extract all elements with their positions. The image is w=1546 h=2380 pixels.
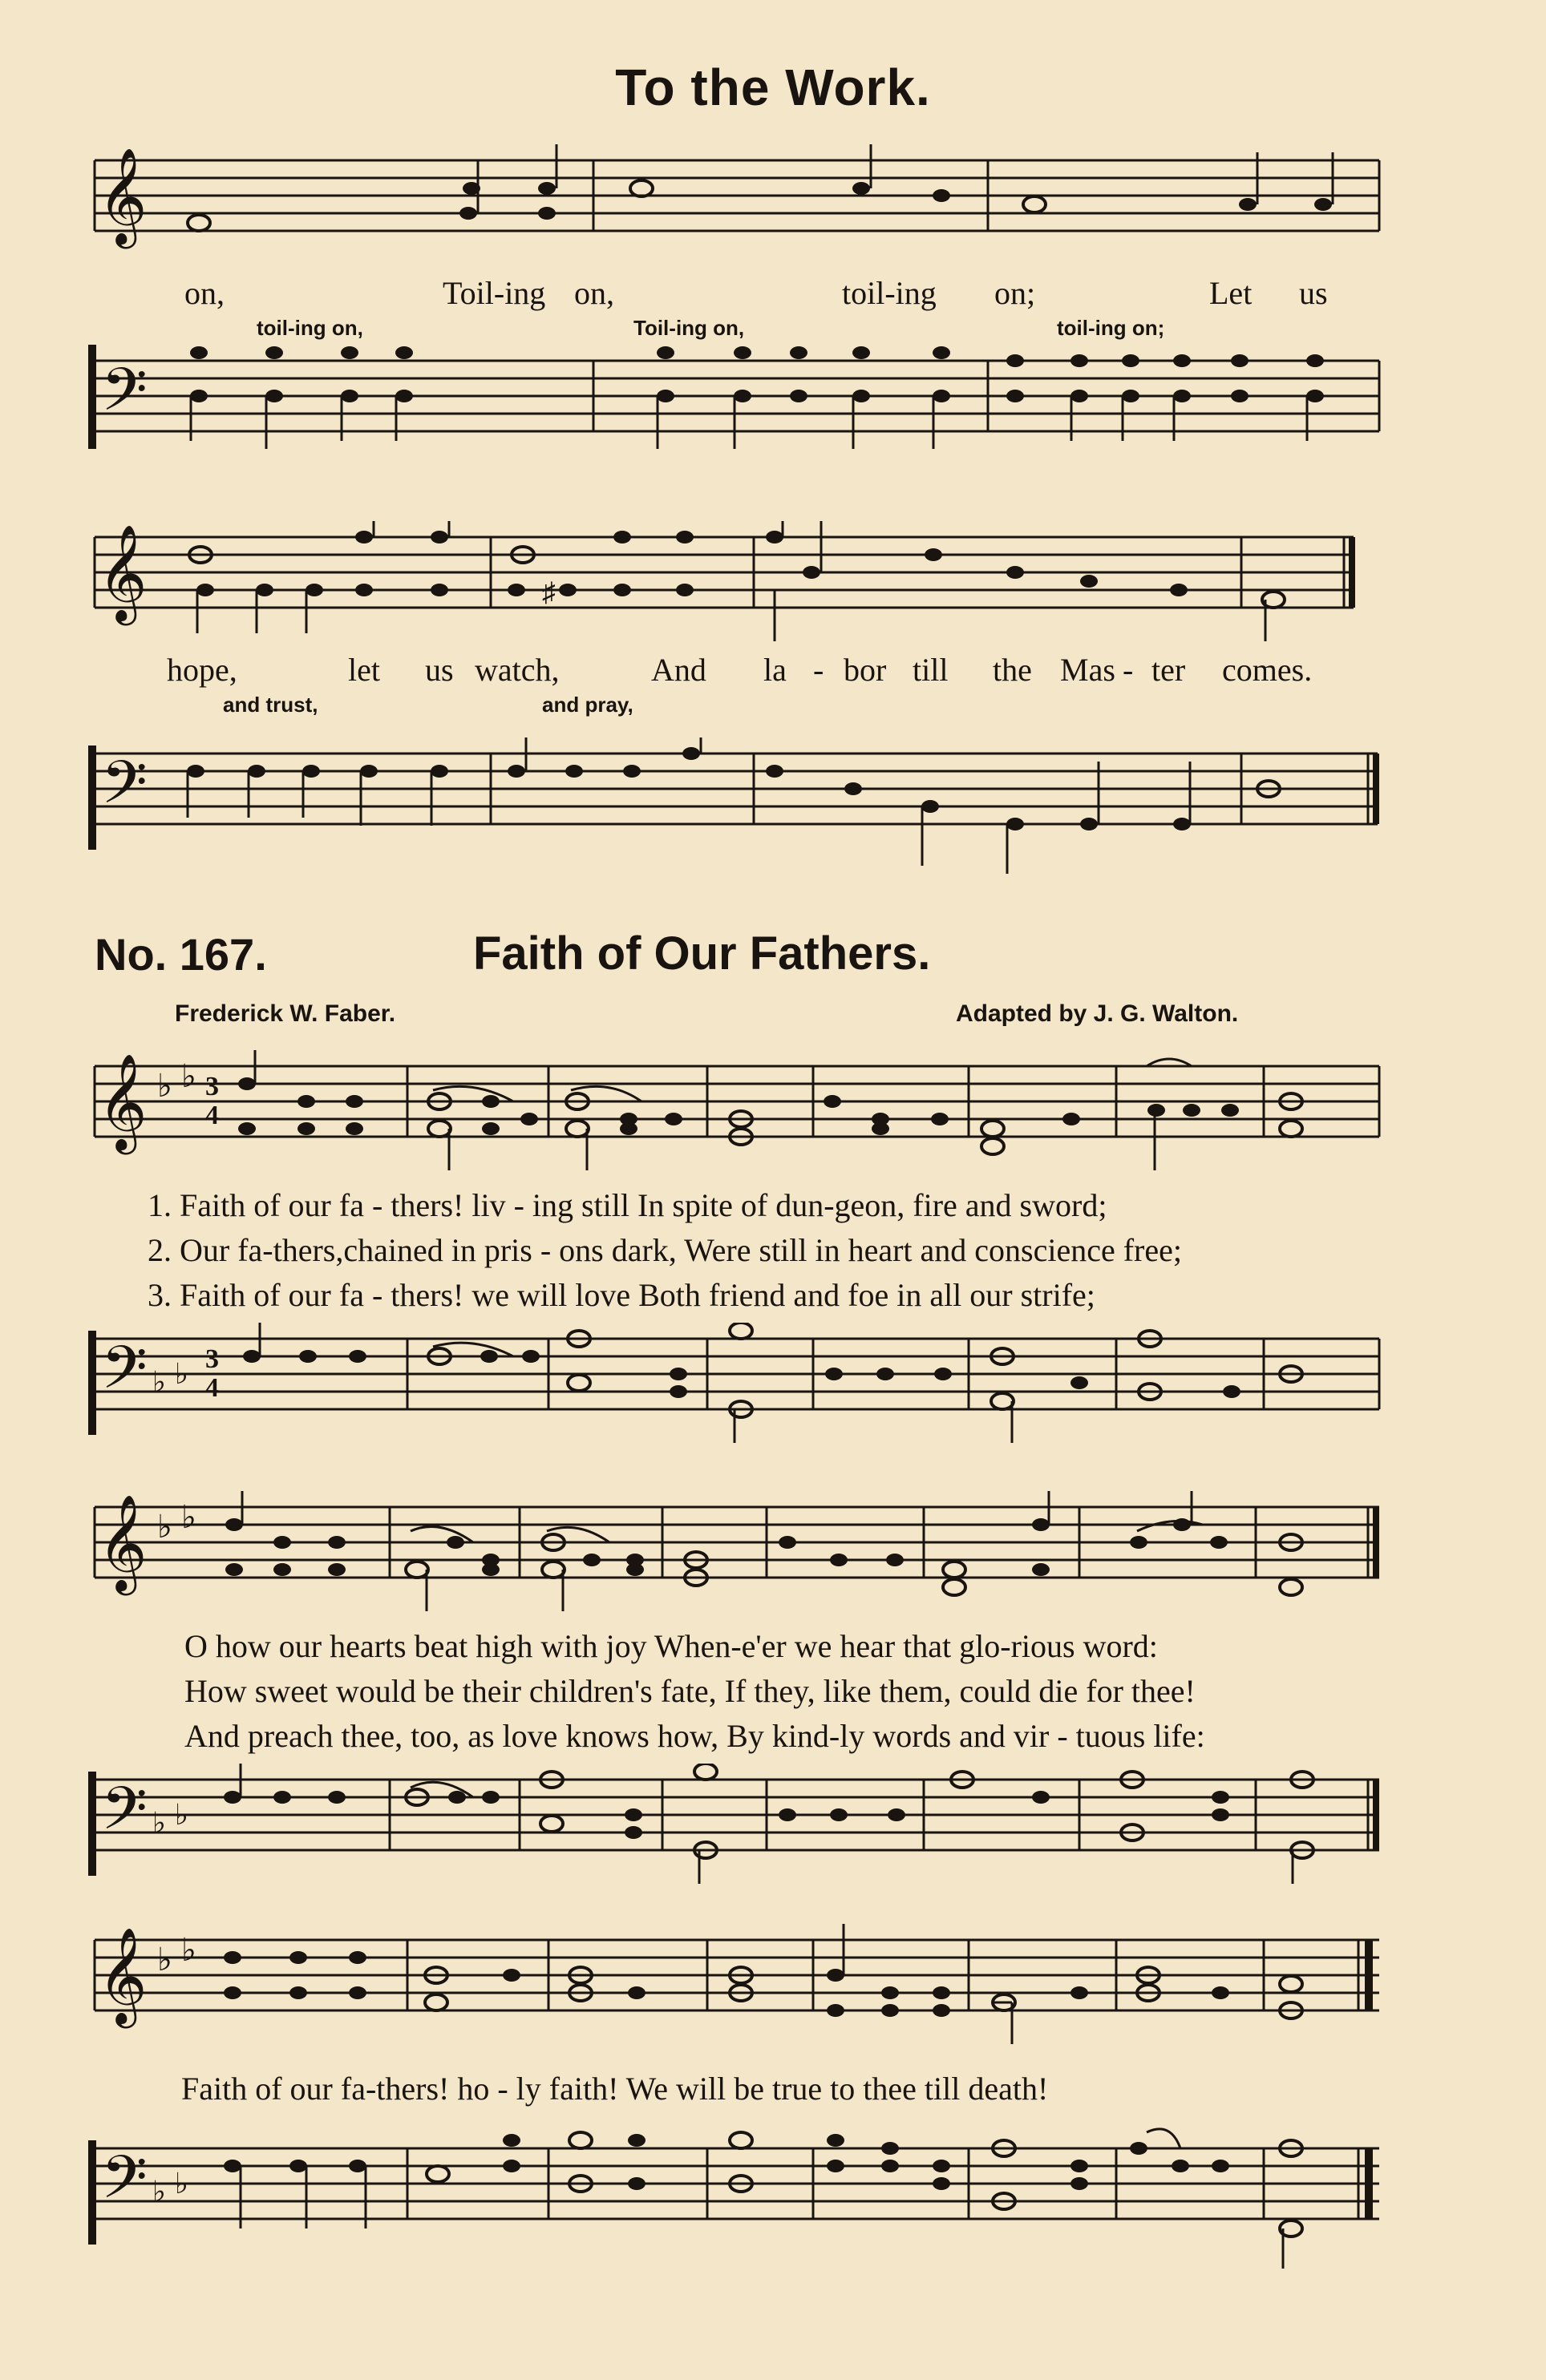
treble-staff-system-2 <box>0 521 1546 641</box>
lyric-word: toil-ing <box>842 275 937 311</box>
verse-2-line-2: How sweet would be their children's fate, If they, like them, could die for thee! <box>184 1673 1196 1709</box>
lyric-word: - <box>1123 652 1134 688</box>
composer-credit: Adapted by J. G. Walton. <box>956 1000 1239 1027</box>
svg-text:♭: ♭ <box>181 1932 196 1968</box>
verse-3-line-2: And preach thee, too, as love knows how, By kind-ly words and vir - tuous life: <box>184 1718 1205 1754</box>
hymn-number: No. 167. <box>95 929 267 980</box>
lyric-word: la <box>763 652 787 688</box>
verse-1-line-2: O how our hearts beat high with joy When-e'er we hear that glo-rious word: <box>184 1628 1158 1664</box>
lyric-word: on; <box>994 275 1036 311</box>
refrain-line: Faith of our fa-thers! ho - ly faith! We will be true to thee till death! <box>181 2071 1049 2107</box>
svg-text:♭: ♭ <box>152 1807 166 1839</box>
lyric-word: Let <box>1209 275 1253 311</box>
echo-lyric: toil-ing on, <box>257 316 363 340</box>
lyric-word: watch, <box>475 652 560 688</box>
svg-text:𝄢: 𝄢 <box>101 751 148 830</box>
lyric-word: till <box>913 652 949 688</box>
svg-text:𝄞: 𝄞 <box>98 1057 148 1149</box>
svg-text:♭: ♭ <box>181 1499 196 1535</box>
echo-lyric: and pray, <box>542 693 633 717</box>
time-signature-bottom: 4 <box>205 1373 219 1403</box>
svg-text:♭: ♭ <box>175 2168 188 2200</box>
bass-staff-hymn-system-1 <box>0 1323 1546 1451</box>
svg-text:𝄞: 𝄞 <box>98 1497 148 1590</box>
lyric-word: Mas <box>1060 652 1115 688</box>
svg-text:𝄞: 𝄞 <box>98 527 148 620</box>
svg-text:♯: ♯ <box>542 578 556 608</box>
lyric-word: let <box>348 652 380 688</box>
svg-text:♭: ♭ <box>157 1942 172 1978</box>
lyric-word: - <box>813 652 824 688</box>
lyric-word: us <box>1299 275 1328 311</box>
verse-3-line-1: 3. Faith of our fa - thers! we will love Both friend and foe in all our strife; <box>148 1277 1095 1313</box>
svg-text:♭: ♭ <box>157 1068 172 1104</box>
lyric-word: bor <box>844 652 887 688</box>
treble-staff-hymn-system-3 <box>0 1924 1546 2052</box>
lyric-word: And <box>651 652 706 688</box>
svg-text:♭: ♭ <box>175 1358 188 1390</box>
svg-text:♭: ♭ <box>157 1509 172 1545</box>
treble-staff-system-1 <box>0 144 1546 257</box>
bass-staff-hymn-system-2 <box>0 1764 1546 1892</box>
lyric-word: the <box>993 652 1032 688</box>
treble-staff-hymn-system-1 <box>0 1050 1546 1178</box>
verse-2-line-1: 2. Our fa-thers,chained in pris - ons dark, Were still in heart and conscience free; <box>148 1232 1182 1268</box>
echo-lyric: Toil-ing on, <box>633 316 745 340</box>
lyric-word: hope, <box>167 652 237 688</box>
svg-text:𝄢: 𝄢 <box>101 1336 148 1416</box>
lyric-word: comes. <box>1222 652 1313 688</box>
svg-text:𝄢: 𝄢 <box>101 1777 148 1857</box>
verse-1-line-1: 1. Faith of our fa - thers! liv - ing still In spite of dun-geon, fire and sword; <box>148 1187 1107 1223</box>
bass-staff-system-1 <box>0 345 1546 465</box>
echo-lyric: and trust, <box>223 693 318 717</box>
echo-lyric: toil-ing on; <box>1057 316 1165 340</box>
svg-text:♭: ♭ <box>152 1366 166 1398</box>
lyric-word: Toil-ing <box>443 275 546 311</box>
svg-text:♭: ♭ <box>175 1799 188 1831</box>
time-signature-top: 3 <box>205 1344 219 1374</box>
lyric-word: on, <box>184 275 225 311</box>
bass-staff-hymn-system-3 <box>0 2116 1546 2277</box>
time-signature-bottom: 4 <box>205 1101 219 1130</box>
svg-text:♭: ♭ <box>181 1058 196 1094</box>
author-credit: Frederick W. Faber. <box>175 1000 396 1027</box>
svg-text:𝄢: 𝄢 <box>101 2146 148 2225</box>
svg-text:𝄞: 𝄞 <box>98 151 148 243</box>
hymn-title: Faith of Our Fathers. <box>473 927 931 980</box>
svg-text:𝄢: 𝄢 <box>101 358 148 438</box>
lyric-word: ter <box>1151 652 1186 688</box>
bass-staff-system-2 <box>0 737 1546 890</box>
time-signature-top: 3 <box>205 1072 219 1101</box>
svg-text:♭: ♭ <box>152 2176 166 2208</box>
svg-text:𝄞: 𝄞 <box>98 1930 148 2022</box>
treble-staff-hymn-system-2 <box>0 1491 1546 1619</box>
lyric-word: on, <box>574 275 614 311</box>
hymn-title-to-the-work: To the Work. <box>615 59 931 116</box>
lyric-word: us <box>425 652 454 688</box>
